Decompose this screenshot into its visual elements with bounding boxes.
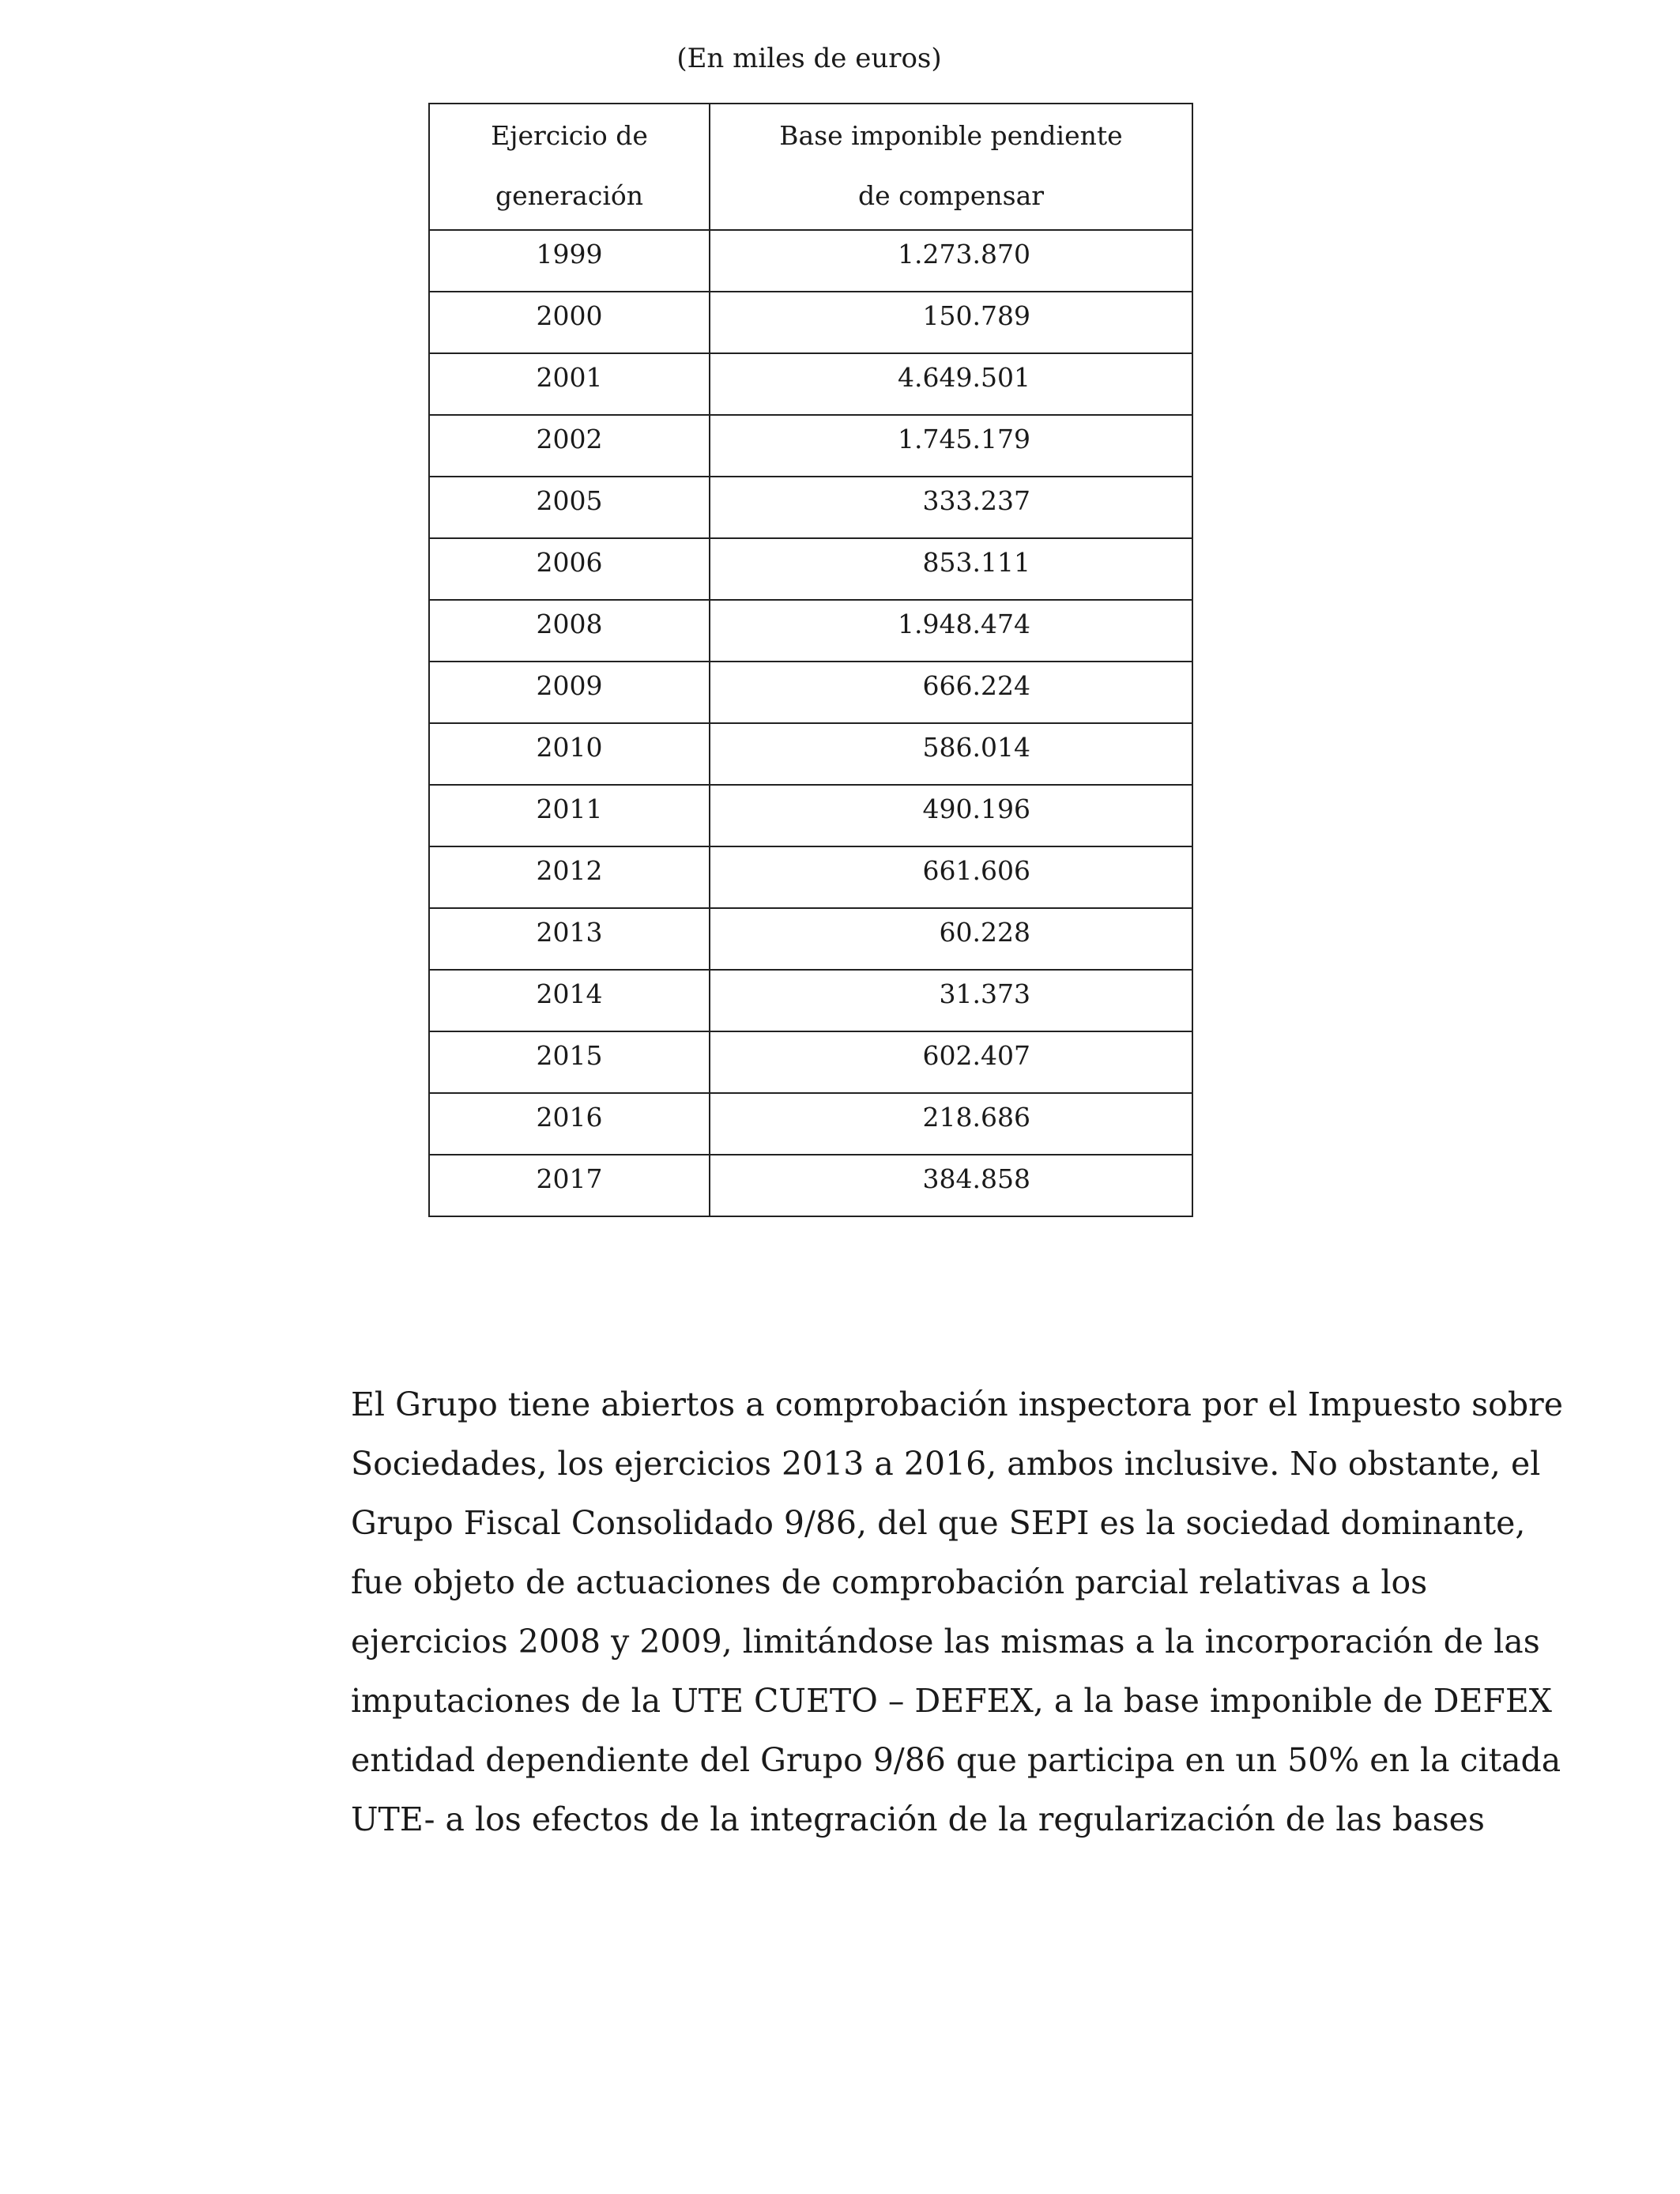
table-header-row — [429, 104, 1192, 230]
table-row — [429, 600, 1192, 662]
row-year: 2006 — [429, 538, 710, 600]
row-year: 2016 — [429, 1093, 710, 1155]
row-amount: 218.686 — [710, 1093, 1192, 1155]
row-year: 2011 — [429, 785, 710, 846]
row-amount: 661.606 — [710, 846, 1192, 908]
row-amount: 60.228 — [710, 908, 1192, 970]
paragraph-line: Grupo Fiscal Consolidado 9/86, del que SEPI es la sociedad dominante, — [351, 1504, 1526, 1542]
table-row — [429, 230, 1192, 292]
table-row — [429, 785, 1192, 846]
row-amount: 853.111 — [710, 538, 1192, 600]
table-caption: (En miles de euros) — [676, 43, 942, 74]
row-year: 1999 — [429, 230, 710, 292]
paragraph-line: El Grupo tiene abiertos a comprobación inspectora por el Impuesto sobre — [351, 1385, 1563, 1423]
row-year: 2005 — [429, 477, 710, 538]
row-year: 2002 — [429, 415, 710, 477]
row-year: 2008 — [429, 600, 710, 662]
table-row — [429, 1031, 1192, 1093]
row-amount: 1.948.474 — [710, 600, 1192, 662]
paragraph-line: ejercicios 2008 y 2009, limitándose las mismas a la incorporación de las — [351, 1623, 1540, 1661]
table-row — [429, 415, 1192, 477]
row-year: 2012 — [429, 846, 710, 908]
row-amount: 490.196 — [710, 785, 1192, 846]
row-amount: 666.224 — [710, 662, 1192, 723]
table-row — [429, 1093, 1192, 1155]
row-year: 2010 — [429, 723, 710, 785]
table-row — [429, 723, 1192, 785]
header-year — [429, 104, 710, 230]
paragraph-line: entidad dependiente del Grupo 9/86 que participa en un 50% en la citada — [351, 1741, 1561, 1779]
row-amount: 150.789 — [710, 292, 1192, 353]
header-amount-line2: de compensar — [857, 180, 1045, 211]
table-body — [429, 230, 1192, 1216]
header-amount-line1: Base imponible pendiente — [779, 120, 1123, 151]
table-row — [429, 846, 1192, 908]
row-year: 2009 — [429, 662, 710, 723]
tax-base-table — [428, 103, 1193, 1217]
header-year-line2: generación — [495, 180, 644, 211]
row-year: 2015 — [429, 1031, 710, 1093]
table-row — [429, 1155, 1192, 1216]
table-row — [429, 353, 1192, 415]
row-amount: 4.649.501 — [710, 353, 1192, 415]
row-year: 2001 — [429, 353, 710, 415]
table-row — [429, 477, 1192, 538]
table-row — [429, 908, 1192, 970]
row-year: 2000 — [429, 292, 710, 353]
body-paragraph — [351, 1375, 1563, 1849]
paragraph-line: imputaciones de la UTE CUETO – DEFEX, a la base imponible de DEFEX — [351, 1682, 1552, 1720]
header-amount — [710, 104, 1192, 230]
header-year-line1: Ejercicio de — [491, 120, 648, 151]
row-amount: 1.745.179 — [710, 415, 1192, 477]
table-row — [429, 538, 1192, 600]
row-amount: 586.014 — [710, 723, 1192, 785]
row-amount: 31.373 — [710, 970, 1192, 1031]
row-amount: 602.407 — [710, 1031, 1192, 1093]
table-row — [429, 662, 1192, 723]
row-year: 2017 — [429, 1155, 710, 1216]
table-row — [429, 970, 1192, 1031]
row-amount: 1.273.870 — [710, 230, 1192, 292]
row-amount: 333.237 — [710, 477, 1192, 538]
paragraph-line: UTE- a los efectos de la integración de la regularización de las bases — [351, 1800, 1485, 1838]
row-year: 2014 — [429, 970, 710, 1031]
row-amount: 384.858 — [710, 1155, 1192, 1216]
table-row — [429, 292, 1192, 353]
row-year: 2013 — [429, 908, 710, 970]
paragraph-line: Sociedades, los ejercicios 2013 a 2016, ambos inclusive. No obstante, el — [351, 1445, 1541, 1483]
paragraph-line: fue objeto de actuaciones de comprobación parcial relativas a los — [351, 1563, 1428, 1601]
